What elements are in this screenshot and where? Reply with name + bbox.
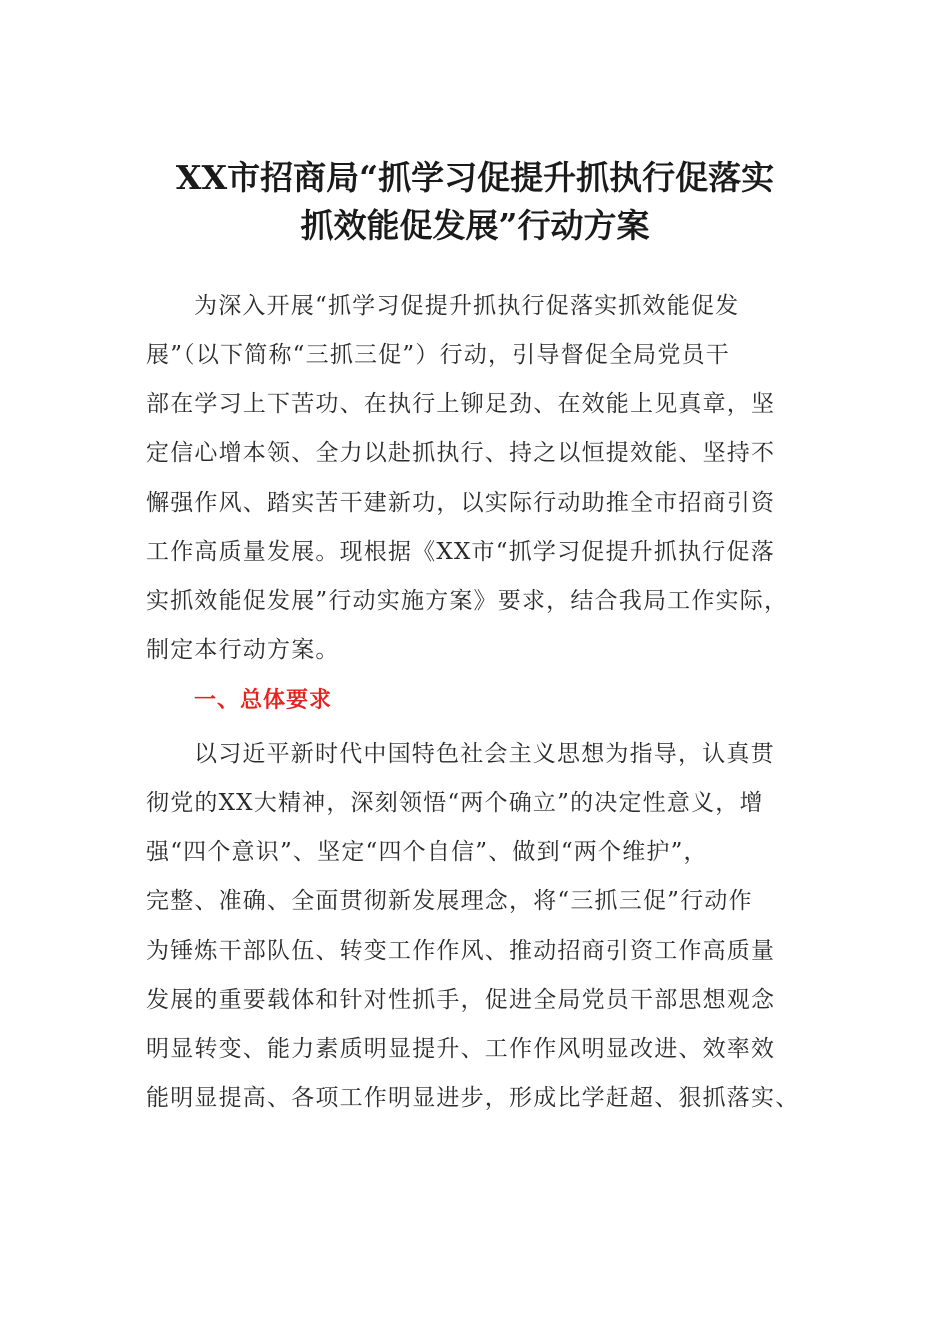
section-paragraph-line: 能明显提高、各项工作明显进步，形成比学赶超、狠抓落实、: [146, 1085, 800, 1111]
section-paragraph-line: 以习近平新时代中国特色社会主义思想为指导，认真贯: [194, 741, 775, 767]
intro-paragraph-line: 部在学习上下苦功、在执行上铆足劲、在效能上见真章，坚: [146, 391, 776, 417]
intro-paragraph-line: 为深入开展“抓学习促提升抓执行促落实抓效能促发: [194, 293, 740, 319]
section-paragraph-line: 为锤炼干部队伍、转变工作作风、推动招商引资工作高质量: [146, 938, 776, 964]
intro-paragraph-line: 展”（以下简称“三抓三促”）行动，引导督促全局党员干: [146, 342, 730, 368]
intro-paragraph-line: 实抓效能促发展”行动实施方案》要求，结合我局工作实际，: [146, 588, 789, 614]
intro-paragraph-line: 定信心增本领、全力以赴抓执行、持之以恒提效能、坚持不: [146, 440, 776, 466]
document-title-line-1: XX市招商局“抓学习促提升抓执行促落实: [175, 158, 775, 197]
section-paragraph-line: 彻党的XX大精神，深刻领悟“两个确立”的决定性意义，增: [146, 790, 764, 816]
section-paragraph-line: 强“四个意识”、坚定“四个自信”、做到“两个维护”，: [146, 839, 708, 865]
intro-paragraph-line: 制定本行动方案。: [146, 637, 340, 663]
section-paragraph-line: 发展的重要载体和针对性抓手，促进全局党员干部思想观念: [146, 987, 776, 1013]
section-paragraph-line: 完整、准确、全面贯彻新发展理念，将“三抓三促”行动作: [146, 888, 753, 914]
document-title-line-2: 抓效能促发展”行动方案: [300, 206, 650, 245]
intro-paragraph-line: 懈强作风、踏实苦干建新功，以实际行动助推全市招商引资: [146, 490, 776, 516]
intro-paragraph-line: 工作高质量发展。现根据《XX市“抓学习促提升抓执行促落: [146, 539, 775, 565]
section-heading-general-requirements: 一、总体要求: [194, 688, 333, 713]
section-paragraph-line: 明显转变、能力素质明显提升、工作作风明显改进、效率效: [146, 1036, 776, 1062]
